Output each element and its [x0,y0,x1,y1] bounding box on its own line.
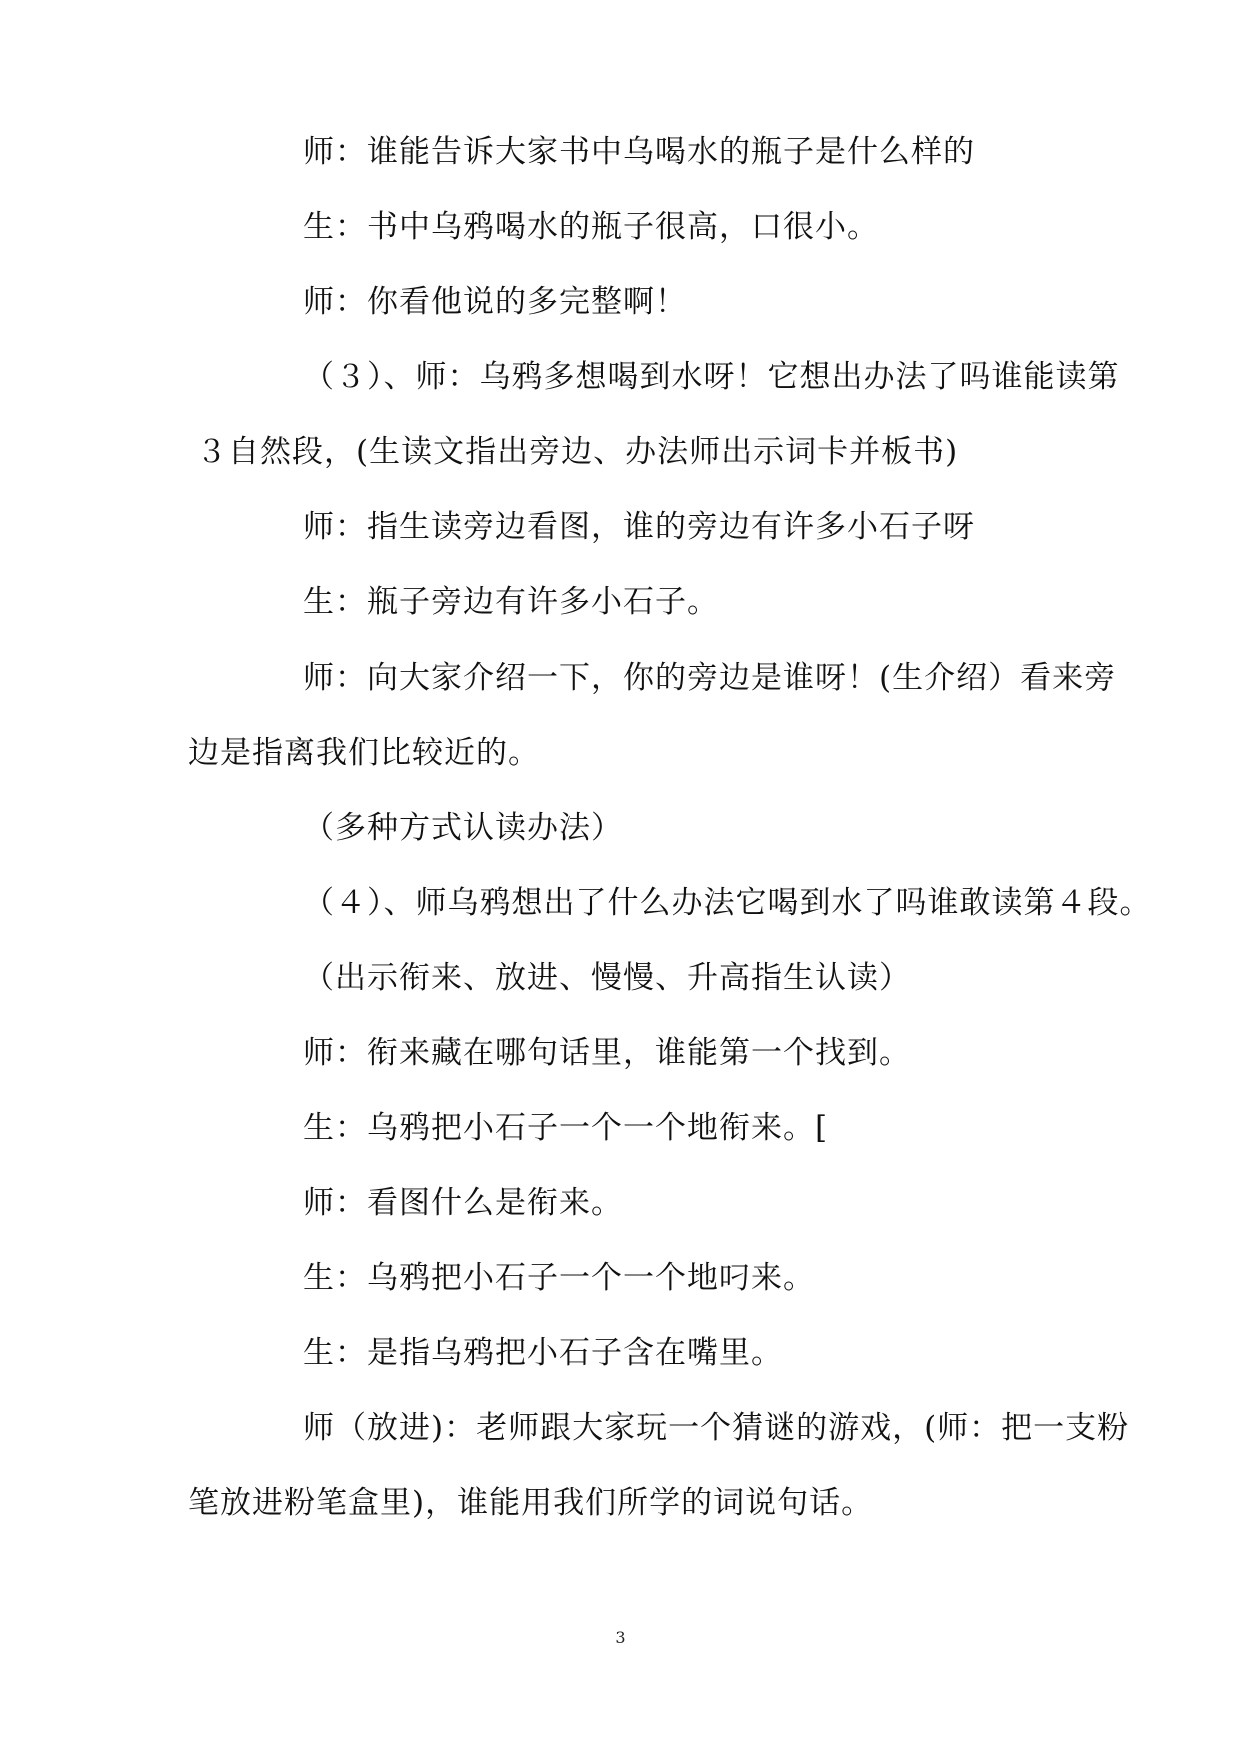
text-line: 师：指生读旁边看图，谁的旁边有许多小石子呀 [303,509,975,545]
page-number: 3 [615,1628,626,1647]
text-line: （３）、师：乌鸦多想喝到水呀！它想出办法了吗谁能读第 [303,359,1120,395]
text-line: 师（放进)：老师跟大家玩一个猜谜的游戏，(师：把一支粉 [303,1410,1130,1446]
text-line: 生：乌鸦把小石子一个一个地叼来。 [303,1260,815,1296]
text-line: （出示衔来、放进、慢慢、升高指生认读） [303,960,911,996]
text-line: 生：乌鸦把小石子一个一个地衔来。[ [303,1110,829,1146]
text-line: （４）、师乌鸦想出了什么办法它喝到水了吗谁敢读第４段。 [303,885,1152,921]
text-line: 师：你看他说的多完整啊！ [303,284,687,320]
text-line: 边是指离我们比较近的。 [188,735,540,771]
text-line: ３自然段，(生读文指出旁边、办法师出示词卡并板书) [196,434,959,470]
text-line: 师：衔来藏在哪句话里，谁能第一个找到。 [303,1035,911,1071]
text-line: 师：向大家介绍一下，你的旁边是谁呀！(生介绍）看来旁 [303,660,1117,696]
text-line: 笔放进粉笔盒里)，谁能用我们所学的词说句话。 [188,1485,874,1521]
text-line: 生：瓶子旁边有许多小石子。 [303,584,719,620]
text-line: 生：是指乌鸦把小石子含在嘴里。 [303,1335,783,1371]
text-line: （多种方式认读办法） [303,810,623,846]
text-line: 师：看图什么是衔来。 [303,1185,623,1221]
text-line: 师：谁能告诉大家书中乌喝水的瓶子是什么样的 [303,134,975,170]
text-line: 生：书中乌鸦喝水的瓶子很高，口很小。 [303,209,879,245]
